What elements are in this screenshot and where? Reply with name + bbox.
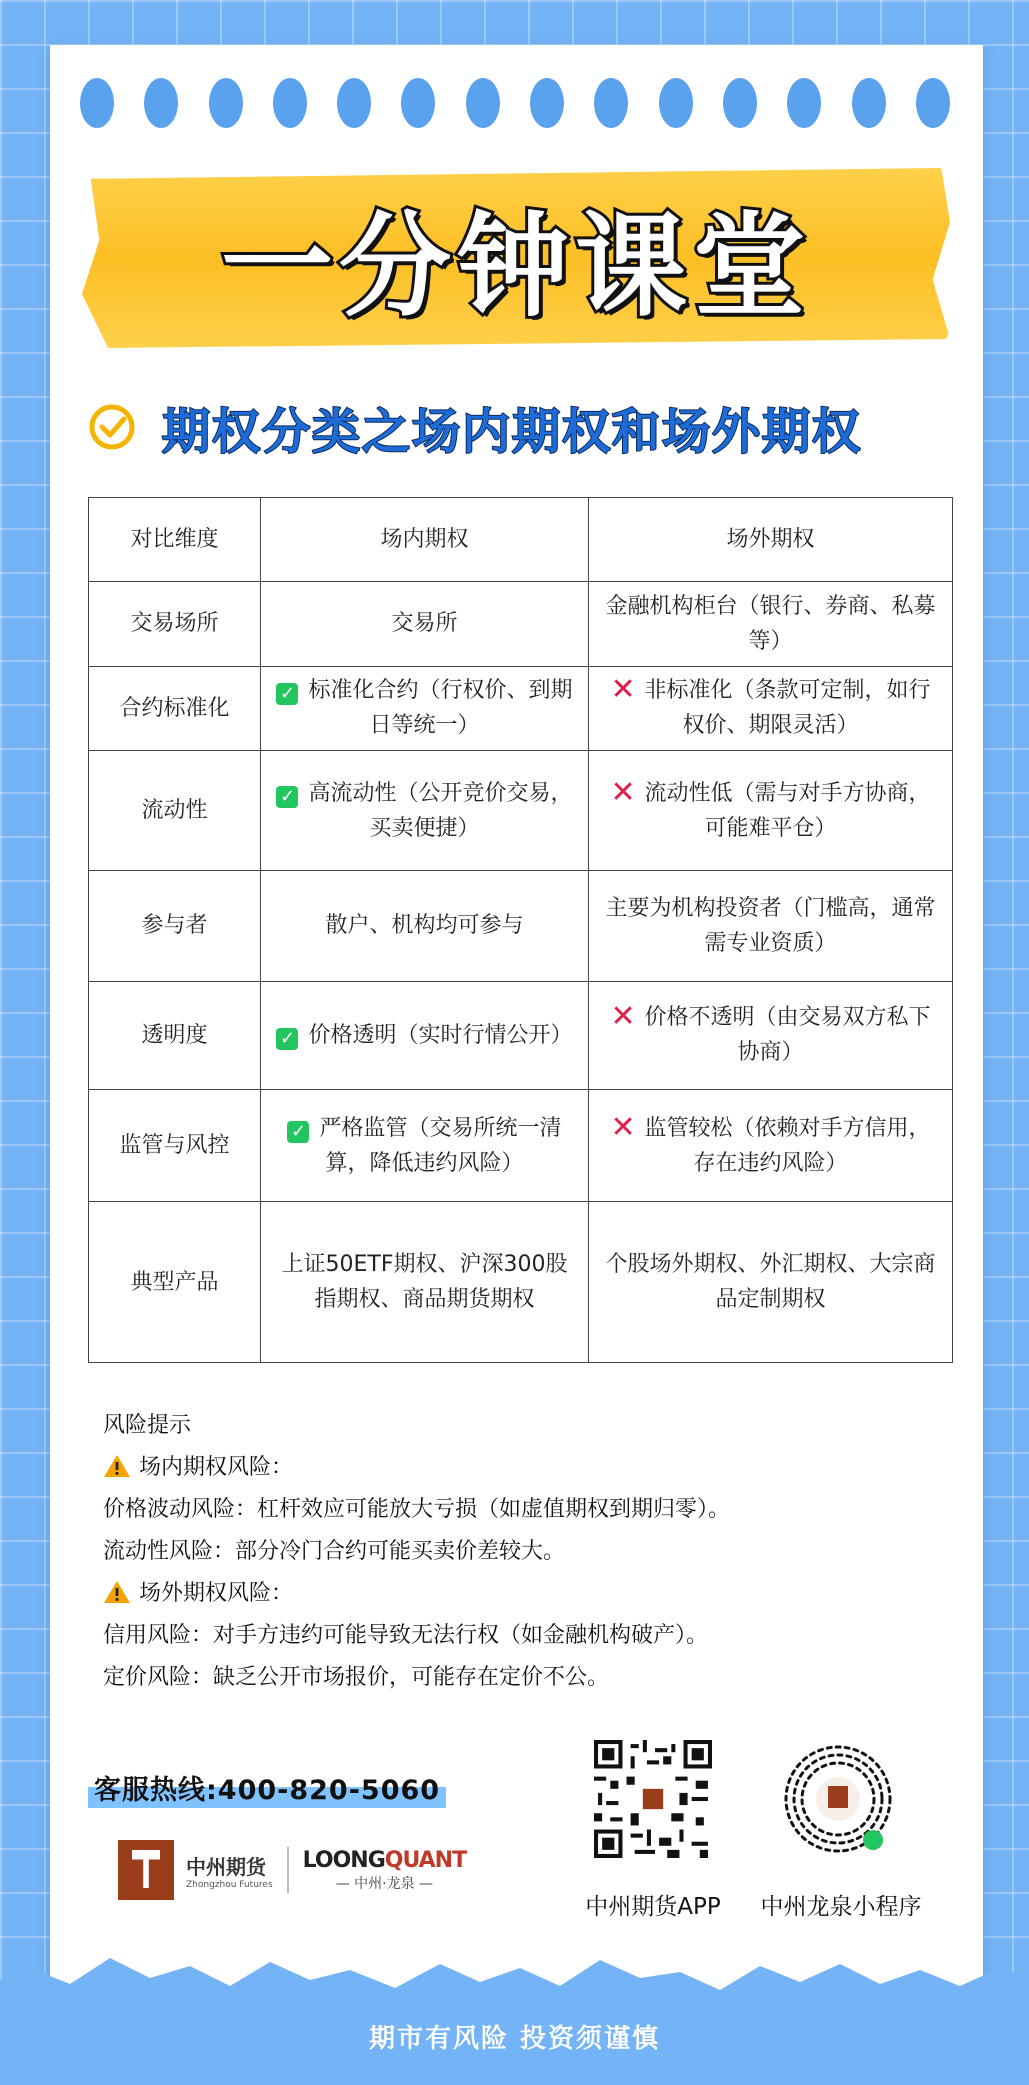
cell-text: 散户、机构均可参与 (325, 913, 524, 939)
mini-program-code[interactable] (779, 1740, 897, 1858)
risk-item: 价格波动风险：杠杆效应可能放大亏损（如虚值期权到期归零）。 (103, 1497, 731, 1522)
subtitle: 期权分类之场内期权和场外期权 (162, 403, 863, 460)
dimension-cell: 典型产品 (89, 1202, 261, 1363)
dimension-cell: 参与者 (89, 871, 261, 981)
mini-program-label: 中州龙泉小程序 (760, 1894, 922, 1920)
check-mark-icon: ✓ (287, 1121, 309, 1143)
table-row (89, 750, 953, 870)
brand-logos (118, 1830, 518, 1910)
check-mark-icon: ✓ (276, 1028, 298, 1050)
warning-icon (103, 1580, 131, 1604)
cell-text: 个股场外期权、外汇期权、大宗商品定制期权 (605, 1252, 936, 1313)
cross-mark-icon: ✕ (610, 999, 636, 1035)
table-row (89, 666, 953, 750)
binder-hole (787, 78, 821, 128)
loongquant-name (303, 1848, 466, 1873)
cell-text: 金融机构柜台（银行、券商、私募等） (605, 593, 936, 654)
risk-item: 信用风险：对手方违约可能导致无法行权（如金融机构破产）。 (103, 1623, 709, 1648)
risk-section-label: 场内期权风险： (139, 1455, 294, 1480)
cell-text: 价格透明（实时行情公开） (308, 1022, 573, 1048)
check-mark-icon: ✓ (276, 683, 298, 705)
cross-mark-icon: ✕ (610, 672, 636, 708)
cell-text: 流动性低（需与对手方协商，可能难平仓） (644, 780, 931, 841)
binder-hole (659, 78, 693, 128)
table-row (89, 871, 953, 981)
cross-mark-icon: ✕ (610, 1109, 636, 1145)
title-banner (82, 160, 950, 355)
header-cell: 对比维度 (89, 498, 261, 582)
dimension-cell: 监管与风控 (89, 1090, 261, 1202)
binder-hole (916, 78, 950, 128)
header-cell: 场内期权 (261, 498, 589, 582)
binder-hole (466, 78, 500, 128)
otc-cell (589, 1202, 953, 1363)
onexchange-cell (261, 666, 589, 750)
risk-section-label: 场外期权风险： (139, 1581, 294, 1606)
table-row (89, 981, 953, 1089)
zhongzhou-wordmark (186, 1851, 273, 1890)
loongquant-sub: — 中州·龙泉 — (335, 1875, 434, 1892)
risk-notice (103, 1405, 953, 1699)
binder-hole (530, 78, 564, 128)
check-circle-icon (88, 403, 136, 451)
binder-hole (594, 78, 628, 128)
dimension-cell: 流动性 (89, 750, 261, 870)
onexchange-cell (261, 1090, 589, 1202)
brand-name-en: Zhongzhou Futures (186, 1879, 273, 1890)
onexchange-cell (261, 1202, 589, 1363)
dimension-cell: 交易场所 (89, 582, 261, 666)
cell-text: 严格监管（交易所统一清算，降低违约风险） (319, 1115, 562, 1176)
loongquant-name-b: QUANT (384, 1847, 467, 1873)
onexchange-cell (261, 981, 589, 1089)
loongquant-name-a: LOONG (302, 1847, 385, 1873)
binder-hole (337, 78, 371, 128)
table-row (89, 1090, 953, 1202)
dimension-cell: 透明度 (89, 981, 261, 1089)
risk-section-title (103, 1573, 953, 1615)
check-mark-icon: ✓ (276, 786, 298, 808)
app-qr-label: 中州期货APP (585, 1894, 721, 1920)
zhongzhou-logo-icon (118, 1840, 174, 1900)
header-cell: 场外期权 (589, 498, 953, 582)
hotline: 客服热线:400-820-5060 (88, 1768, 446, 1808)
otc-cell (589, 666, 953, 750)
otc-cell (589, 871, 953, 981)
binder-holes (80, 78, 950, 128)
cell-text: 价格不透明（由交易双方私下协商） (644, 1005, 931, 1066)
warning-icon (103, 1454, 131, 1478)
brand-name-cn: 中州期货 (186, 1854, 266, 1879)
onexchange-cell (261, 582, 589, 666)
otc-cell (589, 582, 953, 666)
risk-item: 定价风险：缺乏公开市场报价，可能存在定价不公。 (103, 1665, 610, 1690)
onexchange-cell (261, 871, 589, 981)
cross-mark-icon: ✕ (610, 774, 636, 810)
binder-hole (209, 78, 243, 128)
page-title: 一分钟课堂 (221, 202, 811, 332)
cell-text: 交易所 (391, 611, 458, 637)
cell-text: 监管较松（依赖对手方信用，存在违约风险） (644, 1115, 931, 1176)
otc-cell (589, 750, 953, 870)
cell-text: 主要为机构投资者（门槛高，通常需专业资质） (605, 895, 936, 956)
logo-divider (287, 1847, 289, 1893)
onexchange-cell (261, 750, 589, 870)
risk-heading: 风险提示 (103, 1413, 192, 1438)
comparison-table (88, 497, 953, 1363)
otc-cell (589, 981, 953, 1089)
binder-hole (852, 78, 886, 128)
binder-hole (723, 78, 757, 128)
cell-text: 上证50ETF期权、沪深300股指期权、商品期货期权 (281, 1252, 568, 1313)
table-row (89, 1202, 953, 1363)
app-qr-code[interactable] (594, 1740, 712, 1858)
dimension-cell: 合约标准化 (89, 666, 261, 750)
table-header-row (89, 498, 953, 582)
binder-hole (80, 78, 114, 128)
cell-text: 标准化合约（行权价、到期日等统一） (308, 678, 573, 739)
footer-disclaimer: 期市有风险 投资须谨慎 (368, 2024, 661, 2054)
binder-hole (144, 78, 178, 128)
risk-item: 流动性风险：部分冷门合约可能买卖价差较大。 (103, 1539, 566, 1564)
binder-hole (273, 78, 307, 128)
cell-text: 非标准化（条款可定制，如行权价、期限灵活） (644, 678, 931, 739)
table-row (89, 582, 953, 666)
risk-section-title (103, 1447, 953, 1489)
loongquant-wordmark (303, 1848, 466, 1893)
cell-text: 高流动性（公开竞价交易，买卖便捷） (308, 780, 573, 841)
subtitle-row (88, 392, 948, 462)
binder-hole (401, 78, 435, 128)
otc-cell (589, 1090, 953, 1202)
